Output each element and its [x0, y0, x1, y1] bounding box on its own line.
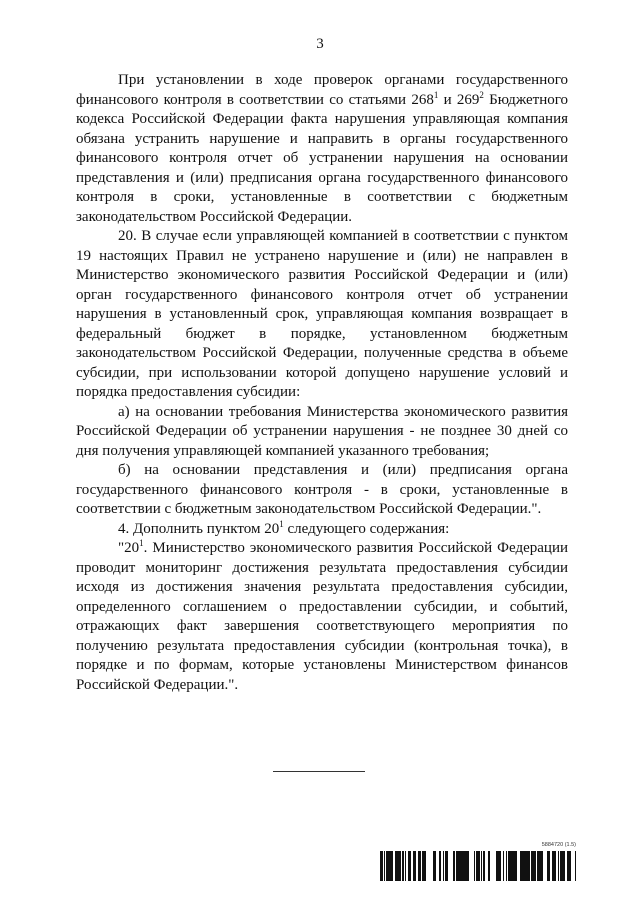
paragraph-text: 20. В случае если управляющей компанией в соответствии с пунктом 19 настоящих Правил не устранено нарушение и (или) не направлен в Министерство экономического развития Российской Федерации и (или) орган государственного финансового контроля отчет об устранении нарушения в установленный срок, управляющая компания возвращает в федеральный бюджет в порядке, установленном бюджетным законодательством Российской Федерации, полученные средства в объеме субсидии, при использовании которой допущено нарушение условий и порядка предоставления субсидии: — [76, 228, 568, 400]
paragraph-text: б) на основании представления и (или) предписания органа государственного финансового контроля - в сроки, установленные в соответствии с бюджетным законодательством Российской Федерации.". — [76, 462, 568, 517]
paragraph-text: а) на основании требования Министерства экономического развития Российской Федерации об устранении нарушения - не позднее 30 дней со дня получения управляющей компанией указанного требования; — [76, 403, 568, 459]
page-number: 3 — [316, 36, 324, 52]
paragraph — [76, 403, 568, 462]
paragraph — [76, 520, 568, 540]
superscript: 1 — [279, 518, 284, 529]
superscript: 2 — [479, 89, 484, 100]
paragraph — [76, 227, 568, 403]
paragraph-text: . Министерство экономического развития Российской Федерации проводит мониторинг достижения результата предоставления субсидии исходя из достижения значения результата предоставления субсидии, определенного соглашением о предоставлении субсидии, и событий, отражающих факт завершения соответствующего мероприятия по получению результата предоставления субсидии (контрольная точка), в порядке и по формам, которые установлены Министерством финансов Российской Федерации.". — [76, 540, 568, 693]
paragraph-text: Бюджетного кодекса Российской Федерации факта нарушения управляющая компания обязана устранить нарушение и направить в органы государственного финансового контроля отчет об устранении нарушения на основании представления и (или) предписания органа государственного финансового контроля в сроки, установленные в соответствии с бюджетным законодательством Российской Федерации. — [76, 91, 568, 225]
paragraph-text: "20 — [118, 540, 140, 556]
end-of-text-rule — [273, 771, 365, 772]
barcode-icon — [380, 851, 576, 881]
superscript: 1 — [139, 538, 144, 548]
paragraph-text: следующего содержания: — [283, 520, 450, 537]
paragraph-text: При установлении в ходе проверок органами государственного финансового контроля в соответствии со статьями 268 — [76, 72, 568, 108]
paragraph — [76, 71, 568, 227]
paragraph-text: 4. Дополнить пунктом 20 — [118, 520, 280, 537]
document-body — [76, 71, 568, 695]
paragraph — [76, 461, 568, 520]
paragraph — [76, 539, 568, 695]
superscript: 1 — [433, 89, 439, 100]
paragraph-text: и 269 — [438, 91, 480, 108]
document-code: 5884720 (1.5) — [541, 842, 576, 848]
